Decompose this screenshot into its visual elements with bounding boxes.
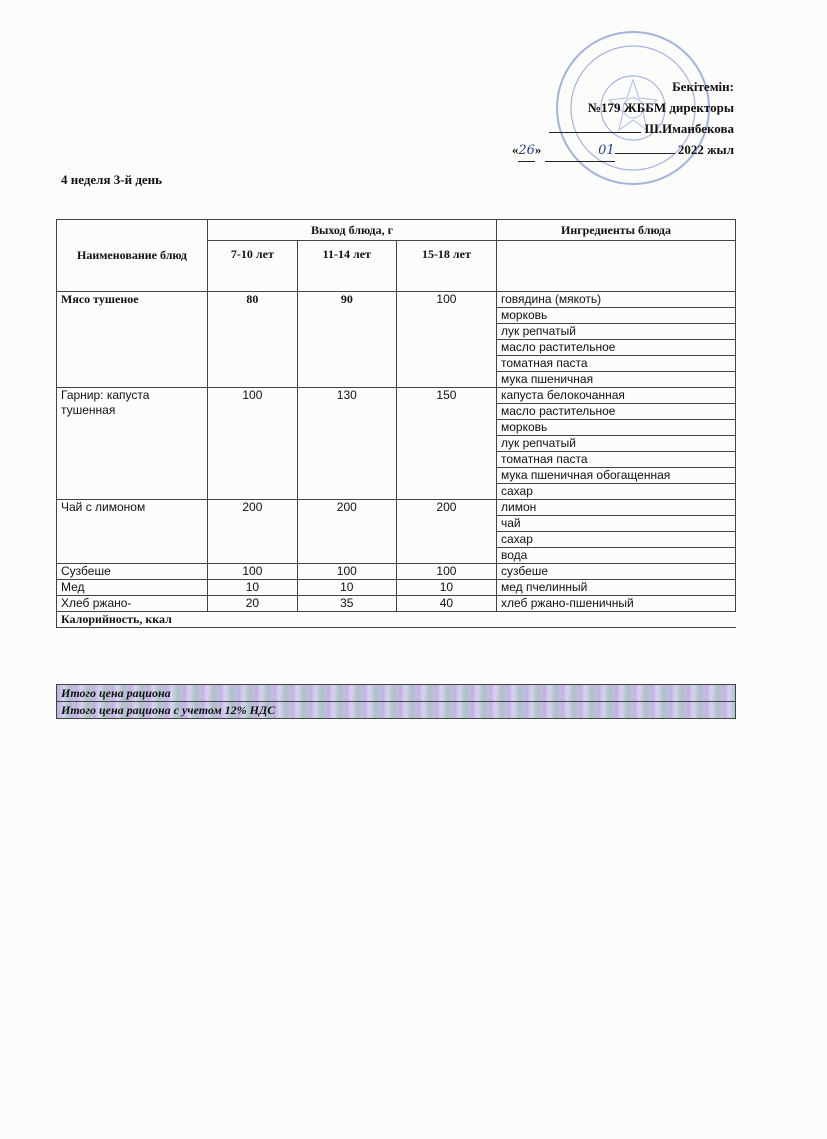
header-age-7-10: 7-10 лет <box>208 241 298 292</box>
header-age-15-18: 15-18 лет <box>396 241 496 292</box>
date-close-quote: » <box>534 142 542 157</box>
date-month: 01 <box>545 140 615 162</box>
ingredient: лук репчатый <box>497 324 736 340</box>
yield-7-10: 200 <box>208 500 298 564</box>
total-price-vat-row <box>57 702 736 719</box>
dish-name: Сузбеше <box>57 564 208 580</box>
approval-signature-line <box>414 118 734 139</box>
table-row <box>57 596 736 612</box>
total-price-label: Итого цена рациона <box>57 685 736 702</box>
yield-7-10: 10 <box>208 580 298 596</box>
ingredient: сахар <box>497 484 736 500</box>
table-row <box>57 500 736 516</box>
ingredient: хлеб ржано-пшеничный <box>497 596 736 612</box>
ingredient: чай <box>497 516 736 532</box>
ingredient: морковь <box>497 308 736 324</box>
dish-name: Хлеб ржано- <box>57 596 208 612</box>
ingredient: мука пшеничная <box>497 372 736 388</box>
table-row <box>57 580 736 596</box>
yield-15-18: 40 <box>396 596 496 612</box>
yield-11-14: 200 <box>297 500 396 564</box>
dish-name: Мед <box>57 580 208 596</box>
yield-11-14: 35 <box>297 596 396 612</box>
ingredient: масло растительное <box>497 404 736 420</box>
signature <box>549 132 641 133</box>
approval-block <box>414 76 734 162</box>
table-row <box>57 564 736 580</box>
ingredient: лимон <box>497 500 736 516</box>
date-open-quote: « <box>511 142 519 157</box>
yield-11-14: 130 <box>297 388 396 500</box>
yield-11-14: 100 <box>297 564 396 580</box>
table-row <box>57 292 736 308</box>
approval-position: №179 ЖББМ директоры <box>587 100 734 115</box>
total-price-row <box>57 685 736 702</box>
total-price-vat-label: Итого цена рациона с учетом 12% НДС <box>57 702 736 719</box>
dish-name: Мясо тушеное <box>57 292 208 388</box>
yield-15-18: 200 <box>396 500 496 564</box>
ingredient: мука пшеничная обогащенная <box>497 468 736 484</box>
yield-15-18: 100 <box>396 292 496 388</box>
ingredient: мед пчелинный <box>497 580 736 596</box>
yield-15-18: 150 <box>396 388 496 500</box>
header-age-11-14: 11-14 лет <box>297 241 396 292</box>
yield-7-10: 20 <box>208 596 298 612</box>
ingredient: томатная паста <box>497 356 736 372</box>
yield-11-14: 90 <box>297 292 396 388</box>
date-year: 2022 жыл <box>677 142 734 157</box>
dish-name: Гарнир: капуста тушенная <box>57 388 208 500</box>
yield-11-14: 10 <box>297 580 396 596</box>
dish-name: Чай с лимоном <box>57 500 208 564</box>
ingredient: морковь <box>497 420 736 436</box>
ingredient: капуста белокочанная <box>497 388 736 404</box>
ingredient: сузбеше <box>497 564 736 580</box>
menu-table <box>56 219 736 628</box>
ingredient: масло растительное <box>497 340 736 356</box>
ingredient: сахар <box>497 532 736 548</box>
yield-7-10: 100 <box>208 388 298 500</box>
header-dish-name: Наименование блюд <box>57 220 208 292</box>
calories-label: Калорийность, ккал <box>57 612 736 628</box>
date-blank <box>615 153 675 154</box>
header-yield: Выход блюда, г <box>208 220 497 241</box>
header-ingredients: Ингредиенты блюда <box>497 220 736 241</box>
ingredient: лук репчатый <box>497 436 736 452</box>
yield-7-10: 100 <box>208 564 298 580</box>
header-ingredients-blank <box>497 241 736 292</box>
ingredient: вода <box>497 548 736 564</box>
table-row <box>57 388 736 404</box>
totals-table <box>56 684 736 719</box>
day-title: 4 неделя 3-й день <box>61 172 163 187</box>
calories-row <box>57 612 736 628</box>
date-day: 26 <box>518 140 535 162</box>
director-name: Ш.Иманбекова <box>644 121 734 136</box>
ingredient: томатная паста <box>497 452 736 468</box>
approval-date <box>414 139 734 162</box>
ingredient: говядина (мякоть) <box>497 292 736 308</box>
yield-7-10: 80 <box>208 292 298 388</box>
yield-15-18: 10 <box>396 580 496 596</box>
approval-heading: Бекітемін: <box>672 79 734 94</box>
yield-15-18: 100 <box>396 564 496 580</box>
